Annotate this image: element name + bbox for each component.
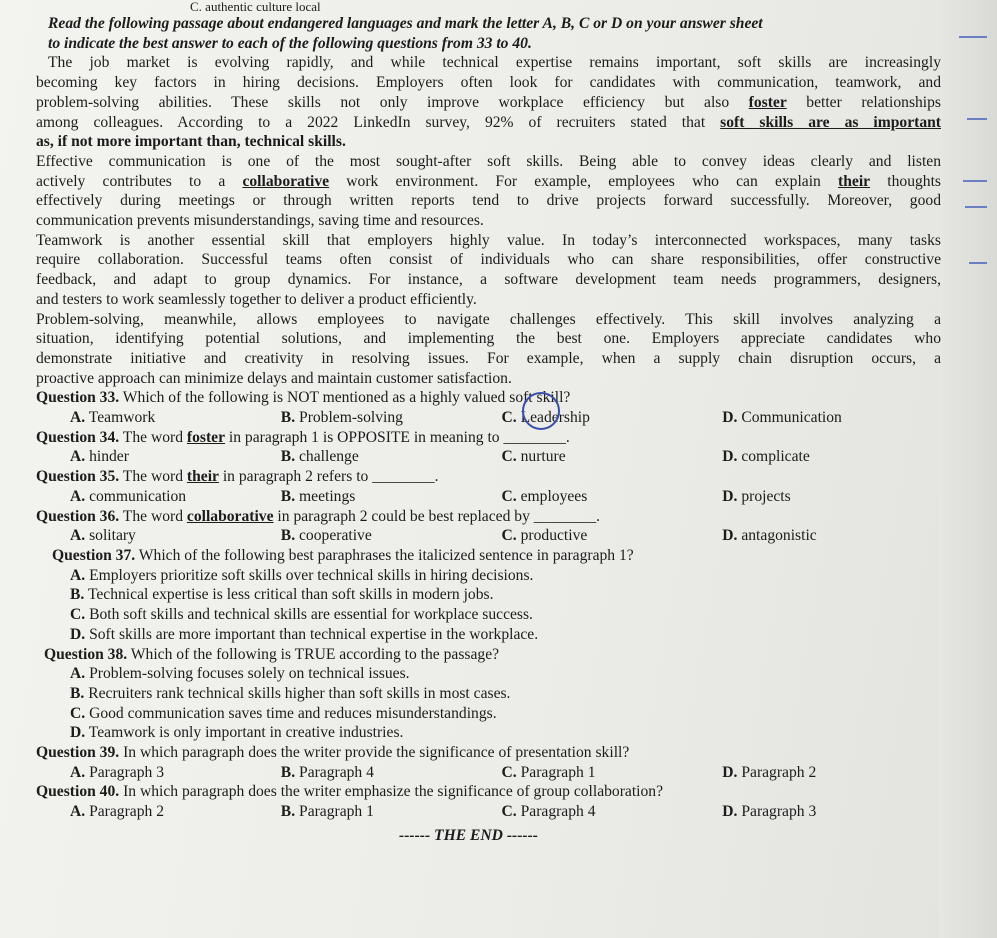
passage — [36, 53, 941, 388]
p3-line: and testers to work seamlessly together to deliver a product efficiently. — [36, 290, 477, 308]
instructions-2: to indicate the best answer to each of the following questions from 33 to 40. — [48, 34, 532, 52]
p4-line: Problem-solving, meanwhile, allows employees to navigate challenges effectively. This skill involves analyzing a — [36, 310, 941, 328]
q34-option-b[interactable]: B. challenge — [280, 448, 359, 466]
p1-line: becoming key factors in hiring decisions. Employers often look for candidates with communication, teamwork, and — [36, 74, 941, 92]
q39-options — [70, 763, 941, 783]
p3-line: feedback, and adapt to group dynamics. For instance, a software development team needs programmers, designers, — [36, 271, 941, 289]
p1-line: The job market is evolving rapidly, and while technical expertise remains important, soft skills are increasingly — [48, 54, 941, 72]
previous-option: C. authentic culture local — [190, 0, 321, 14]
question-40: Question 40. In which paragraph does the writer emphasize the significance of group collaboration? — [36, 783, 664, 801]
q34-option-a[interactable]: A. hinder — [70, 448, 129, 466]
q33-option-b[interactable]: B. Problem-solving — [280, 409, 403, 427]
q33-option-c[interactable]: C. Leadership — [501, 409, 590, 427]
q40-options — [70, 802, 941, 822]
end-marker: ------ THE END ------ — [399, 826, 538, 844]
p1-line: problem-solving abilities. These skills not only improve workplace efficiency but also foster better relationships — [36, 93, 941, 111]
p4-line: situation, identifying potential solutions, and implementing the best one. Employers appreciate candidates who — [36, 330, 941, 348]
q36-option-d[interactable]: D. antagonistic — [722, 527, 817, 545]
q39-option-b[interactable]: B. Paragraph 4 — [280, 763, 374, 781]
q33-option-a[interactable]: A. Teamwork — [70, 409, 156, 427]
pen-circle-mark — [522, 392, 560, 430]
question-33: Question 33. Which of the following is NOT mentioned as a highly valued soft skill? — [36, 389, 571, 407]
q33-option-d[interactable]: D. Communication — [722, 409, 842, 427]
q33-options — [70, 408, 941, 428]
q40-option-b[interactable]: B. Paragraph 1 — [280, 803, 374, 821]
p2-line: Effective communication is one of the most sought-after soft skills. Being able to convey ideas clearly and listen — [36, 152, 941, 170]
question-36: Question 36. The word collaborative in paragraph 2 could be best replaced by ________. — [36, 507, 601, 525]
q37-option-b[interactable]: B. Technical expertise is less critical than soft skills in modern jobs. — [70, 586, 494, 604]
q39-option-c[interactable]: C. Paragraph 1 — [501, 763, 596, 781]
q36-option-b[interactable]: B. cooperative — [280, 527, 372, 545]
p3-line: require collaboration. Successful teams often consist of individuals who can share responsibilities, offer constructive — [36, 251, 941, 269]
exam-page — [36, 0, 941, 846]
question-37: Question 37. Which of the following best paraphrases the italicized sentence in paragraph 1? — [52, 546, 634, 564]
q37-option-a[interactable]: A. Employers prioritize soft skills over technical skills in hiring decisions. — [70, 566, 534, 584]
q35-options — [70, 487, 941, 507]
q36-option-a[interactable]: A. solitary — [70, 527, 136, 545]
q35-option-b[interactable]: B. meetings — [280, 487, 356, 505]
pen-mark — [965, 206, 987, 208]
question-34: Question 34. The word foster in paragraph 1 is OPPOSITE in meaning to ________. — [36, 428, 570, 446]
pen-mark — [967, 118, 987, 120]
q36-option-c[interactable]: C. productive — [501, 527, 588, 545]
q40-option-a[interactable]: A. Paragraph 2 — [70, 803, 164, 821]
p2-line: effectively during meetings or through written reports tend to drive projects forward successfully. Moreover, good — [36, 192, 941, 210]
instructions: Read the following passage about endangered languages and mark the letter A, B, C or D on your answer sheet — [48, 15, 763, 32]
p4-line: demonstrate initiative and creativity in resolving issues. For example, when a supply chain disruption occurs, a — [36, 349, 941, 367]
q39-option-a[interactable]: A. Paragraph 3 — [70, 763, 164, 781]
q34-options — [70, 447, 941, 467]
p2-line: actively contributes to a collaborative work environment. For example, employees who can explain their thoughts — [36, 172, 941, 190]
p1-line: as, if not more important than, technical skills. — [36, 133, 346, 151]
q39-option-d[interactable]: D. Paragraph 2 — [722, 763, 817, 781]
q34-option-d[interactable]: D. complicate — [722, 448, 810, 466]
pen-mark — [969, 262, 987, 264]
q35-option-c[interactable]: C. employees — [501, 487, 588, 505]
question-35: Question 35. The word their in paragraph 2 refers to ________. — [36, 468, 439, 486]
margin-notes — [939, 0, 997, 938]
q38-option-a[interactable]: A. Problem-solving focuses solely on technical issues. — [70, 665, 410, 683]
q37-option-d[interactable]: D. Soft skills are more important than technical expertise in the workplace. — [70, 625, 539, 643]
q38-option-d[interactable]: D. Teamwork is only important in creative industries. — [70, 724, 404, 742]
q38-option-c[interactable]: C. Good communication saves time and reduces misunderstandings. — [70, 704, 497, 722]
q36-options — [70, 526, 941, 546]
q37-option-c[interactable]: C. Both soft skills and technical skills are essential for workplace success. — [70, 606, 533, 624]
p1-line: among colleagues. According to a 2022 LinkedIn survey, 92% of recruiters stated that soft skills are as important — [36, 113, 941, 131]
question-38: Question 38. Which of the following is TRUE according to the passage? — [44, 645, 500, 663]
q35-option-d[interactable]: D. projects — [722, 487, 791, 505]
p2-line: communication prevents misunderstandings, saving time and resources. — [36, 212, 484, 230]
pen-mark — [963, 180, 987, 182]
question-39: Question 39. In which paragraph does the writer provide the significance of presentation skill? — [36, 744, 630, 762]
q40-option-c[interactable]: C. Paragraph 4 — [501, 803, 596, 821]
q40-option-d[interactable]: D. Paragraph 3 — [722, 803, 817, 821]
p3-line: Teamwork is another essential skill that employers highly value. In today’s interconnected workspaces, many tasks — [36, 231, 941, 249]
q38-option-b[interactable]: B. Recruiters rank technical skills higher than soft skills in most cases. — [70, 684, 511, 702]
p4-line: proactive approach can minimize delays and maintain customer satisfaction. — [36, 369, 512, 387]
q34-option-c[interactable]: C. nurture — [501, 448, 566, 466]
q35-option-a[interactable]: A. communication — [70, 487, 187, 505]
pen-mark — [959, 36, 987, 38]
